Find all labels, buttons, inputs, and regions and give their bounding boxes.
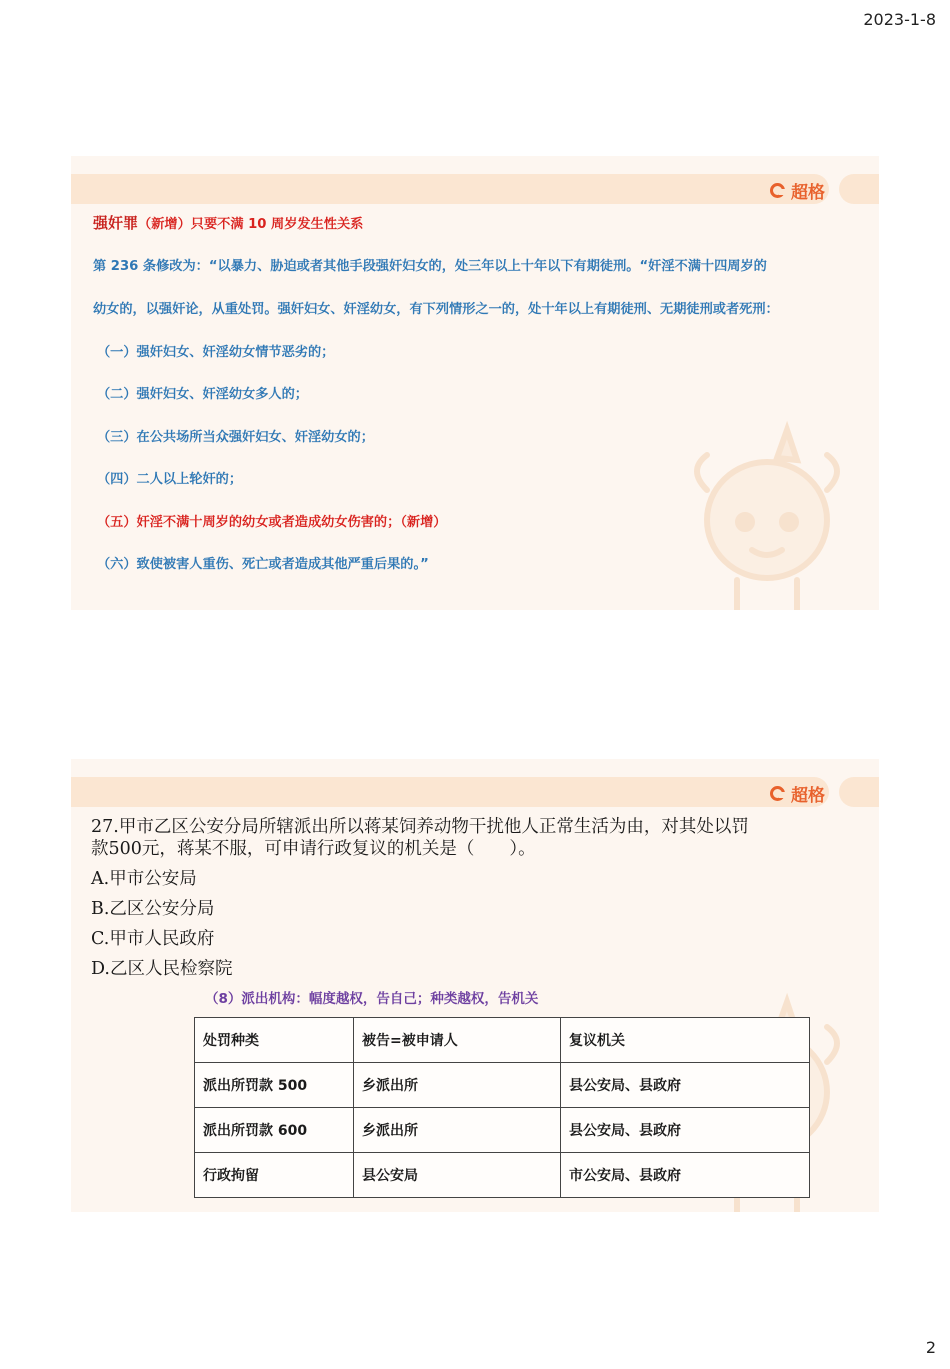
rule-note: （8）派出机构：幅度越权，告自己；种类越权，告机关 xyxy=(205,991,539,1007)
answer-option-c: C.甲市人民政府 xyxy=(91,929,215,949)
table-cell: 县公安局、县政府 xyxy=(561,1063,810,1108)
table-cell: 乡派出所 xyxy=(354,1063,561,1108)
brand-g-icon xyxy=(770,183,785,198)
slide-header-bar xyxy=(71,174,879,204)
table-row xyxy=(195,1108,810,1153)
table-header-cell: 处罚种类 xyxy=(195,1018,354,1063)
table-cell: 乡派出所 xyxy=(354,1108,561,1153)
table-cell: 县公安局、县政府 xyxy=(561,1108,810,1153)
question-text-line: 款500元，蒋某不服，可申请行政复议的机关是（ ）。 xyxy=(91,839,536,859)
brand-g-icon xyxy=(770,786,785,801)
table-cell: 派出所罚款 600 xyxy=(195,1108,354,1153)
slide-rape-crime xyxy=(71,156,879,610)
unicorn-mascot-icon xyxy=(677,410,857,610)
list-item: （三）在公共场所当众强奸妇女、奸淫幼女的； xyxy=(97,430,374,445)
answer-option-d: D.乙区人民检察院 xyxy=(91,959,233,979)
list-item: （四）二人以上轮奸的； xyxy=(97,472,243,487)
table-row xyxy=(195,1063,810,1108)
print-date: 2023-1-8 xyxy=(863,10,936,29)
article-text-line: 幼女的，以强奸论，从重处罚。强奸妇女、奸淫幼女，有下列情形之一的，处十年以上有期徒刑、无期徒刑或者死刑： xyxy=(93,302,779,317)
table-cell: 派出所罚款 500 xyxy=(195,1063,354,1108)
slide-admin-review-question xyxy=(71,759,879,1212)
table-cell: 县公安局 xyxy=(354,1153,561,1198)
slide-title: 强奸罪（新增）只要不满 10 周岁发生性关系 xyxy=(93,214,364,232)
list-item-new: （五）奸淫不满十周岁的幼女或者造成幼女伤害的；（新增） xyxy=(97,515,447,530)
table-header-row xyxy=(195,1018,810,1063)
table-cell: 行政拘留 xyxy=(195,1153,354,1198)
brand-logo: 超格 xyxy=(770,781,825,806)
table-row xyxy=(195,1153,810,1198)
answer-option-a: A.甲市公安局 xyxy=(91,869,197,889)
article-text-line: 第 236 条修改为：“以暴力、胁迫或者其他手段强奸妇女的，处三年以上十年以下有期徒刑。“奸淫不满十四周岁的 xyxy=(93,259,767,274)
list-item: （二）强奸妇女、奸淫幼女多人的； xyxy=(97,387,308,402)
list-item: （六）致使被害人重伤、死亡或者造成其他严重后果的。” xyxy=(97,557,429,572)
table-cell: 市公安局、县政府 xyxy=(561,1153,810,1198)
page-number: 2 xyxy=(925,1338,936,1357)
question-text-line: 27.甲市乙区公安分局所辖派出所以蒋某饲养动物干扰他人正常生活为由，对其处以罚 xyxy=(91,817,749,837)
table-header-cell: 复议机关 xyxy=(561,1018,810,1063)
list-item: （一）强奸妇女、奸淫幼女情节恶劣的； xyxy=(97,345,335,360)
table-header-cell: 被告=被申请人 xyxy=(354,1018,561,1063)
brand-logo: 超格 xyxy=(770,178,825,203)
review-authority-table xyxy=(194,1017,810,1198)
answer-option-b: B.乙区公安分局 xyxy=(91,899,215,919)
slide-header-bar xyxy=(71,777,879,807)
